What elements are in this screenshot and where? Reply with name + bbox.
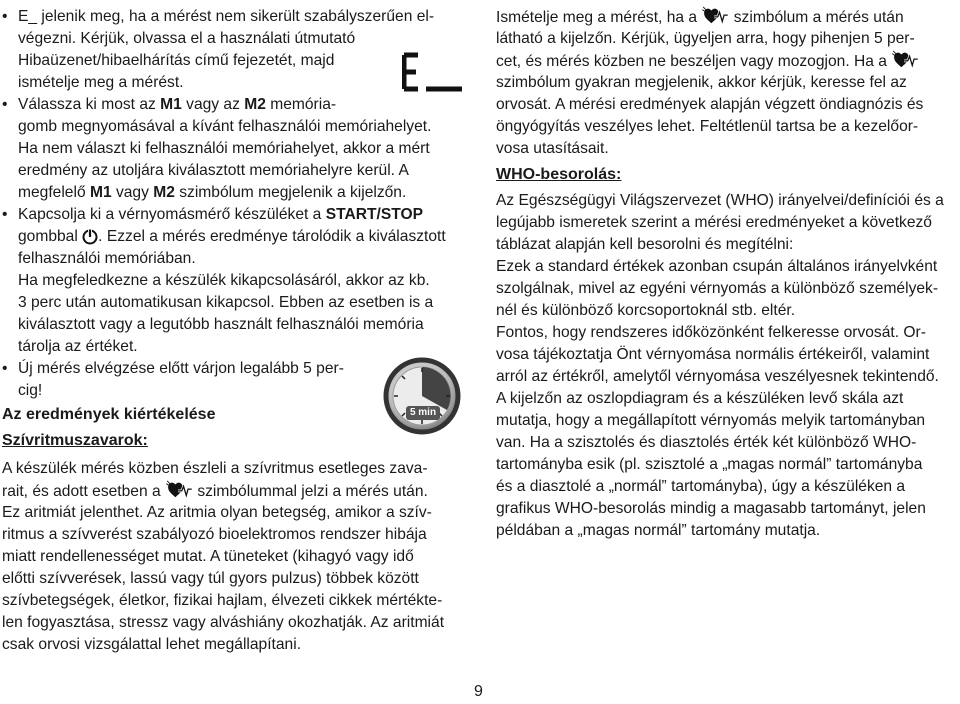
text-line: szívbetegségek, életkor, fizikai hajlam, élvezeti cikkek mértékte- (2, 592, 443, 609)
text-line: van. Ha a szisztolés és diasztolés érték két különböző WHO- (496, 434, 917, 451)
text-line: rait, és adott esetben a szimbólummal jelzi a mérés után. (2, 480, 428, 503)
text-line: végezni. Kérjük, olvassa el a használati útmutató (18, 30, 356, 47)
text-line: legújabb ismeretek szerint a mérési eredményeket a következő (496, 214, 932, 231)
m1-label: M1 (160, 96, 182, 113)
text-line: Ezek a standard értékek azonban csupán általános irányelvként (496, 258, 938, 275)
text-line: nél és különböző korcsoportoknál stb. eltér. (496, 302, 796, 319)
text-line: len fogyasztása, stressz vagy alváshiány okozhatják. Az aritmiát (2, 614, 445, 631)
text-line: A készülék mérés közben észleli a szívritmus esetleges zava- (2, 460, 428, 477)
memory-bullet-line: • Válassza ki most az M1 vagy az M2 memória- (2, 96, 337, 113)
text-line: Az Egészségügyi Világszervezet (WHO) irányelvei/definíciói és a (496, 192, 944, 209)
text-line: szimbólum gyakran megjelenik, akkor kérjük, keresse fel az (496, 74, 907, 91)
text-line: felhasználói memóriában. (18, 250, 196, 267)
text-line: gombbal . Ezzel a mérés eredménye tárolódik a kiválasztott (18, 228, 446, 245)
text-line: ritmus a szívverést szabályozó bioelektromos rendszer hibája (2, 526, 427, 543)
text-line: előtti szívverések, lassú vagy túl gyors pulzus) többek között (2, 570, 419, 587)
text-line: Hibaüzenet/hibaelhárítás című fejezetét, majd (18, 52, 335, 69)
timer-label: 5 min (409, 407, 437, 418)
start-stop-label: START/STOP (325, 206, 424, 223)
text-line: Ha nem választ ki felhasználói memóriahelyet, akkor a mért (18, 140, 430, 157)
power-button-icon (82, 228, 98, 245)
text-line: tartományba esik (pl. szisztolé a „magas normál” tartományba (496, 456, 923, 473)
text-line: A kijelzőn az oszlopdiagram és a készüléken levő skála azt (496, 390, 904, 407)
error-symbol-inline: E_ (18, 8, 38, 25)
error-display-icon (402, 52, 464, 92)
text-line: táblázat alapján kell besorolni és megítélni: (496, 236, 794, 253)
text-line: vosa tájékoztatja Önt vérnyomása normális értékeiről, valamint (496, 346, 930, 363)
text-line: grafikus WHO-besorolás mindig a magasabb tartományt, jelen (496, 500, 926, 517)
text-line: vosa utasításait. (496, 140, 609, 157)
power-off-bullet-line: • Kapcsolja ki a vérnyomásmérő készüléket a START/STOP (2, 206, 424, 223)
text-line: miatt rendellenességet mutat. A tüneteket (kihagyó vagy idő (2, 548, 414, 565)
text-line: Ismételje meg a mérést, ha a szimbólum a mérés után (496, 6, 904, 29)
section-heading-evaluation: Az eredmények kiértékelése (2, 406, 216, 423)
text-line: eredmény az utoljára kiválasztott memóriahelyre kerül. A (18, 162, 409, 179)
text-line: csak orvosi vizsgálattal lehet megállapítani. (2, 636, 302, 653)
arrhythmia-heart-icon (165, 480, 193, 500)
text-line: orvosát. A mérési eredmények alapján végzett öndiagnózis és (496, 96, 924, 113)
text-line: tárolja az értéket. (18, 338, 138, 355)
text-line: mutatja, hogy a megállapított vérnyomás melyik tartományban (496, 412, 926, 429)
text-line: gomb megnyomásával a kívánt felhasználói memóriahelyet. (18, 118, 432, 135)
error-bullet-line: • E_ jelenik meg, ha a mérést nem sikerült szabályszerűen el- (2, 8, 435, 25)
text-line: ismételje meg a mérést. (18, 74, 184, 91)
text-line: kiválasztott vagy a legutóbb használt felhasználói memória (18, 316, 424, 333)
text-line: Ha megfeledkezne a készülék kikapcsolásáról, akkor az kb. (18, 272, 430, 289)
text-line: látható a kijelzőn. Kérjük, ügyeljen arra, hogy pihenjen 5 per- (496, 30, 915, 47)
subheading-arrhythmia: Szívritmuszavarok: (2, 432, 148, 449)
subheading-who-classification: WHO-besorolás: (496, 166, 622, 183)
timer-5min-icon (380, 356, 466, 436)
text-line: 3 perc után automatikusan kikapcsol. Ebben az esetben is a (18, 294, 434, 311)
text-line: arról az értékről, amelytől vérnyomása veszélyesnek tekintendő. (496, 368, 939, 385)
text-line: cig! (18, 382, 43, 399)
text-line: szolgálnak, mivel az egyéni vérnyomás a különböző személyek- (496, 280, 939, 297)
text-line: Ez aritmiát jelenthet. Az aritmia olyan betegség, amikor a szív- (2, 504, 432, 521)
m2-label: M2 (244, 96, 266, 113)
text-line: és a diasztolé a „normál” tartományba), úgy a készüléken a (496, 478, 906, 495)
arrhythmia-heart-icon (701, 6, 729, 26)
text-line: öngyógyítás veszélyes lehet. Feltétlenül tartsa be a kezelőor- (496, 118, 919, 135)
text-line: példában a „magas normál” tartomány mutatja. (496, 522, 821, 539)
text-line: Fontos, hogy rendszeres időközönként felkeresse orvosát. Or- (496, 324, 926, 341)
text-line: cet, és mérés közben ne beszéljen vagy mozogjon. Ha a (496, 50, 919, 73)
wait-bullet-line: • Új mérés elvégzése előtt várjon legalább 5 per- (2, 360, 344, 377)
text-line: megfelelő M1 vagy M2 szimbólum megjelenik a kijelzőn. (18, 184, 407, 201)
arrhythmia-heart-icon (891, 50, 919, 70)
page-number: 9 (474, 683, 483, 700)
